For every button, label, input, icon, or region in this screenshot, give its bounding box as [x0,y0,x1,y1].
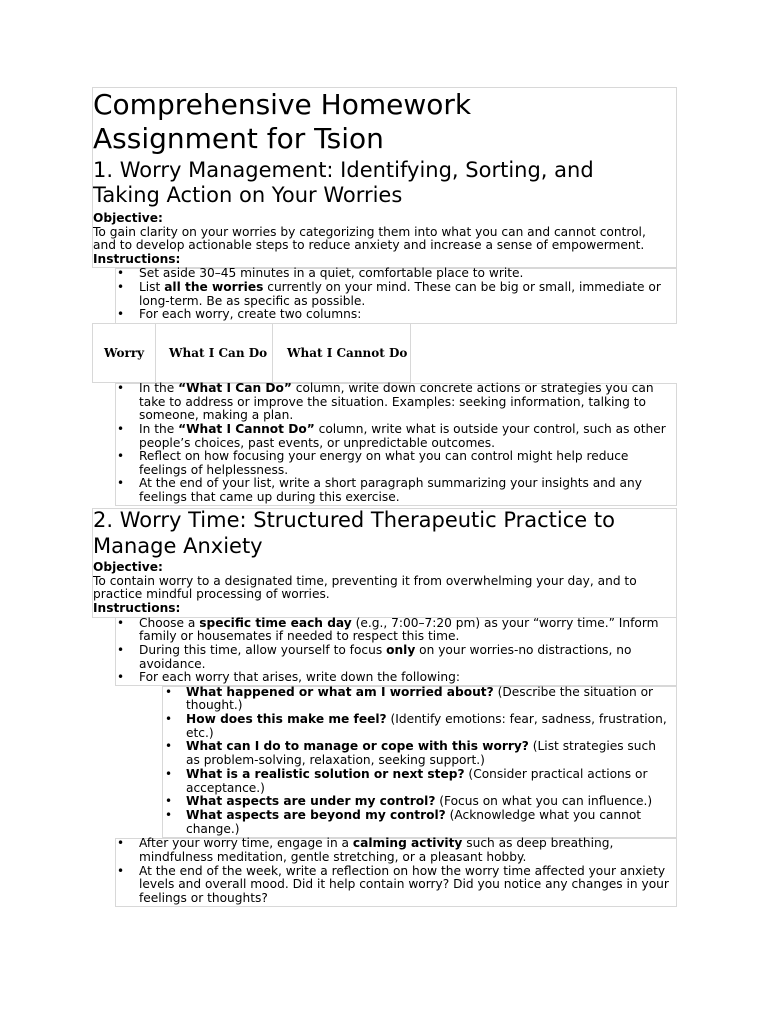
bullet-icon: • [117,670,125,684]
bullet-icon: • [117,864,125,878]
section2-objective-label: Objective: [93,560,163,574]
section1-objective-line1: To gain clarity on your worries by categorizing them into what you can and cannot control, [93,225,646,239]
sub-bullet-icon: • [165,767,173,781]
bullet-icon: • [117,422,125,436]
s2-bullet5-line3: feelings or thoughts? [139,891,268,905]
s1-bullet4: In the “What I Can Do” column, write down concrete actions or strategies you can [139,381,654,395]
bullet-icon: • [117,266,125,280]
bullet-icon: • [117,307,125,321]
sub-bullet-icon: • [165,739,173,753]
s2-sub1: What happened or what am I worried about? (Describe the situation or [186,685,654,699]
section2-heading-line2: Manage Anxiety [93,534,263,558]
s2-sub5: What aspects are under my control? (Focus on what you can influence.) [186,794,653,808]
section2-objective-line2: practice mindful processing of worries. [93,587,330,601]
s2-sub1-line2: thought.) [186,698,243,712]
s2-bullet5: At the end of the week, write a reflection on how the worry time affected your anxiety [139,864,666,878]
s2-bullet5-line2: levels and overall mood. Did it help contain worry? Did you notice any changes in your [139,877,669,891]
bullet-icon: • [117,449,125,463]
s1-bullet3: For each worry, create two columns: [139,307,362,321]
table-header-worry: Worry [104,346,145,360]
section1-heading-line2: Taking Action on Your Worries [93,183,403,207]
s1-bullet4-line2: take to address or improve the situation. Examples: seeking information, talking to [139,395,646,409]
s1-bullet6-line2: feelings of helplessness. [139,463,289,477]
bullet-icon: • [117,836,125,850]
s2-bullet4-line2: mindfulness meditation, gentle stretching, or a pleasant hobby. [139,850,527,864]
s2-bullet2-line2: avoidance. [139,657,206,671]
s1-bullet2-line2: long-term. Be as specific as possible. [139,294,366,308]
s2-sub3: What can I do to manage or cope with this worry? (List strategies such [186,739,656,753]
section2-objective-line1: To contain worry to a designated time, preventing it from overwhelming your day, and to [93,574,637,588]
table-header-can-do: What I Can Do [169,346,268,360]
s2-sub4: What is a realistic solution or next step? (Consider practical actions or [186,767,648,781]
s1-bullet6: Reflect on how focusing your energy on what you can control might help reduce [139,449,629,463]
s2-bullet3: For each worry that arises, write down the following: [139,670,460,684]
s2-bullet4: After your worry time, engage in a calming activity such as deep breathing, [139,836,614,850]
sub-bullet-icon: • [165,712,173,726]
s2-sub3-line2: as problem-solving, relaxation, seeking support.) [186,753,485,767]
s1-bullet1: Set aside 30–45 minutes in a quiet, comfortable place to write. [139,266,524,280]
s2-sub6-line2: change.) [186,822,240,836]
section1-objective-line2: and to develop actionable steps to reduce anxiety and increase a sense of empowerment. [93,238,645,252]
section1-objective-label: Objective: [93,211,163,225]
s2-sub4-line2: acceptance.) [186,781,265,795]
sub-bullet-icon: • [165,794,173,808]
s2-bullet2: During this time, allow yourself to focus only on your worries-no distractions, no [139,643,632,657]
table-header-cannot-do: What I Cannot Do [287,346,408,360]
section1-instructions-label: Instructions: [93,252,181,266]
section2-instructions-label: Instructions: [93,601,181,615]
bullet-icon: • [117,381,125,395]
s2-bullet1: Choose a specific time each day (e.g., 7:00–7:20 pm) as your “worry time.” Inform [139,616,659,630]
s2-sub2-line2: etc.) [186,726,214,740]
section1-heading-line1: 1. Worry Management: Identifying, Sorting, and [93,158,594,182]
s2-bullet1-line2: family or housemates if needed to respect this time. [139,629,460,643]
section2-heading-line1: 2. Worry Time: Structured Therapeutic Practice to [93,508,615,532]
s1-bullet4-line3: someone, making a plan. [139,408,294,422]
bullet-icon: • [117,280,125,294]
s1-bullet2: List all the worries currently on your mind. These can be big or small, immediate or [139,280,661,294]
bullet-icon: • [117,616,125,630]
s1-bullet7-line2: feelings that came up during this exercise. [139,490,400,504]
bullet-icon: • [117,643,125,657]
table-divider [155,323,156,383]
sub-bullet-icon: • [165,808,173,822]
page-title-line2: Assignment for Tsion [93,122,384,155]
sub-bullet-icon: • [165,685,173,699]
s2-sub2: How does this make me feel? (Identify emotions: fear, sadness, frustration, [186,712,667,726]
s1-bullet5: In the “What I Cannot Do” column, write what is outside your control, such as other [139,422,666,436]
page-title-line1: Comprehensive Homework [93,88,472,121]
s2-sub6: What aspects are beyond my control? (Acknowledge what you cannot [186,808,642,822]
bullet-icon: • [117,476,125,490]
s1-bullet5-line2: people’s choices, past events, or unpredictable outcomes. [139,436,496,450]
s1-bullet7: At the end of your list, write a short paragraph summarizing your insights and any [139,476,642,490]
table-divider [272,323,273,383]
